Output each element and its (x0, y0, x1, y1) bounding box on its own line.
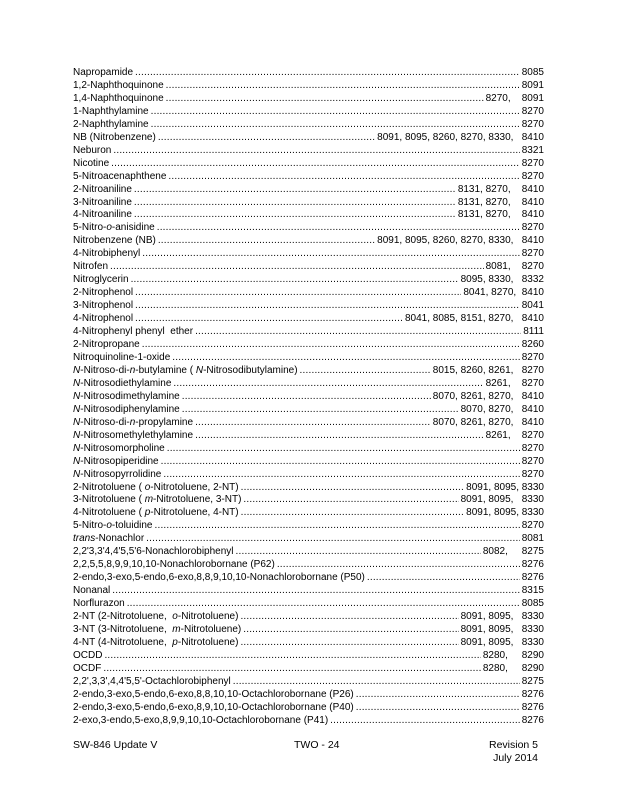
entry-methods: 8091, 8095, 8260, 8270, 8330, 8410 (377, 235, 544, 247)
entry-name (73, 650, 102, 663)
dot-leader (104, 650, 480, 663)
entry-methods: 8270 (521, 222, 544, 234)
dot-leader (135, 287, 461, 300)
entry-name-part: 1,2-Naphthoquinone (73, 79, 164, 91)
entry-name (73, 352, 170, 365)
entry-name (73, 624, 241, 637)
index-entry (73, 209, 544, 222)
entry-methods: 8085 (521, 67, 544, 78)
entry-name (73, 339, 140, 352)
index-entry (73, 533, 544, 546)
dot-leader (300, 365, 431, 378)
dot-leader (195, 430, 484, 443)
entry-name-italic-part: N (73, 416, 81, 428)
dot-leader (131, 274, 459, 287)
entry-methods: 8131, 8270, 8410 (457, 209, 544, 221)
entry-name-part: 2-Nitropropane (73, 339, 140, 351)
index-entry (73, 313, 544, 326)
dot-leader (161, 456, 520, 469)
index-entry (73, 235, 544, 248)
dot-leader (241, 507, 465, 520)
entry-methods: 8270 (521, 442, 544, 454)
entry-methods: 8270 (521, 170, 544, 182)
entry-name (73, 93, 164, 106)
entry-name-part: 2,2',3,3',4,4'5,5'-Octachlorobiphenyl (73, 675, 231, 687)
dot-leader (103, 663, 480, 676)
entry-methods: 8091, 8095, 8330 (460, 623, 544, 635)
index-entry (73, 67, 544, 80)
index-entry (73, 184, 544, 197)
entry-name-part: Nitroquinoline-1-oxide (73, 351, 171, 363)
dot-leader (243, 624, 458, 637)
entry-name-part: -toluidine (111, 520, 153, 532)
entry-name-part: OCDD (73, 649, 103, 661)
index-entry (73, 197, 544, 210)
index-entry (73, 404, 544, 417)
footer-document-id: SW-846 Update V (73, 739, 158, 751)
entry-methods: 8041, 8085, 8151, 8270, 8410 (404, 313, 544, 325)
entry-name (73, 430, 193, 443)
entry-name-part: 4-Nitroaniline (73, 209, 132, 221)
entry-name-part: 2-Nitroaniline (73, 183, 132, 195)
dot-leader (127, 598, 520, 611)
entry-name (73, 546, 234, 559)
entry-name-part: -Nitrosopyrrolidine (80, 468, 162, 480)
index-entry (73, 417, 544, 430)
entry-name-part: 4-Nitrobiphenyl (73, 248, 141, 260)
entry-name-italic-part: N (73, 390, 81, 402)
entry-name (73, 663, 101, 676)
entry-methods: 8270 (521, 468, 544, 480)
entry-name-part: -propylamine (135, 416, 194, 428)
entry-name (73, 391, 180, 404)
entry-name-italic-part: trans (73, 533, 96, 545)
entry-name-part: 5-Nitroacenaphthene (73, 170, 167, 182)
entry-methods: 8270 (521, 455, 544, 467)
entry-name (73, 209, 132, 222)
entry-name-part: 3-NT (3-Nitrotoluene, (73, 623, 173, 635)
entry-name-part: 2-Nitrotoluene ( (73, 481, 145, 493)
entry-methods: 8131, 8270, 8410 (457, 196, 544, 208)
index-entry (73, 93, 544, 106)
entry-name-italic-part: o (106, 520, 112, 532)
dot-leader (233, 676, 520, 689)
index-entry (73, 391, 544, 404)
index-entry (73, 456, 544, 469)
entry-name-part: 4-Nitrotoluene ( (73, 507, 145, 519)
index-entry (73, 520, 544, 533)
entry-name (73, 533, 144, 546)
entry-name-part: -Nitrosodimethylamine (80, 390, 180, 402)
entry-name (73, 119, 149, 132)
entry-name (73, 248, 140, 261)
index-entry (73, 248, 544, 261)
entry-name (73, 637, 238, 650)
dot-leader (173, 378, 483, 391)
index-entry (73, 132, 544, 145)
entry-name (73, 261, 108, 274)
entry-name-italic-part: n (129, 416, 136, 428)
entry-name-part: 3-Nitrotoluene ( (73, 494, 145, 506)
index-entry (73, 676, 544, 689)
entry-methods: 8070, 8261, 8270, 8410 (432, 390, 544, 402)
entry-name-part: OCDF (73, 662, 102, 674)
entry-methods: 8261, 8270 (485, 377, 544, 389)
index-entry (73, 650, 544, 663)
index-entry (73, 287, 544, 300)
entry-name-part: 2-Nitrophenol (73, 287, 134, 299)
entry-name-part: 5-Nitro- (73, 222, 107, 234)
dot-leader (172, 352, 519, 365)
entry-name (73, 611, 238, 624)
entry-methods: 8270 (521, 351, 544, 363)
entry-name (73, 689, 354, 702)
entry-methods: 8091, 8095, 8260, 8270, 8330, 8410 (377, 131, 544, 143)
dot-leader (367, 572, 520, 585)
entry-name-italic-part: N (73, 364, 81, 376)
index-entry (73, 715, 544, 728)
index-entry (73, 222, 544, 235)
dot-leader (182, 391, 431, 404)
entry-name-italic-part: o (106, 222, 112, 234)
dot-leader (110, 261, 484, 274)
entry-name-italic-part: N (73, 429, 81, 441)
entry-methods: 8270 (521, 118, 544, 130)
entry-name-part: 4-Nitrophenyl phenyl ether (73, 326, 194, 338)
entry-name (73, 417, 193, 430)
entry-name-italic-part: N (73, 468, 81, 480)
dot-leader (240, 637, 458, 650)
entry-methods: 8041, 8270, 8410 (463, 287, 544, 299)
entry-name (73, 222, 155, 235)
entry-name-italic-part: N (73, 377, 81, 389)
entry-name-italic-part: p (172, 636, 178, 648)
index-entry (73, 559, 544, 572)
entry-name-part: 2-NT (2-Nitrotoluene, (73, 611, 173, 623)
index-entry (73, 339, 544, 352)
dot-leader (146, 533, 520, 546)
entry-name-part: -Nitrosodiphenylamine (80, 403, 180, 415)
entry-methods: 8095, 8330, 8332 (460, 274, 544, 286)
dot-leader (113, 145, 519, 158)
footer-revision (489, 739, 538, 764)
entry-methods: 8270 (521, 520, 544, 532)
entry-name (73, 469, 161, 482)
entry-name-italic-part: m (144, 494, 154, 506)
entry-name-part: -anisidine (111, 222, 155, 234)
entry-name-part: -Nitrotoluene, 4-NT) (150, 507, 239, 519)
entry-methods: 8091, 8095, 8330 (460, 636, 544, 648)
entry-name (73, 313, 133, 326)
entry-methods: 8280, 8290 (482, 662, 544, 674)
dot-leader (356, 689, 520, 702)
entry-name-part: 2-endo,3-exo,5-endo,6-exo,8,8,9,10,10-Nonachlorobornane (P50) (73, 572, 365, 584)
index-entries (73, 67, 544, 728)
index-entry (73, 145, 544, 158)
footer-date: July 2014 (493, 751, 539, 764)
index-entry (73, 443, 544, 456)
index-entry (73, 598, 544, 611)
entry-name (73, 676, 231, 689)
entry-methods: 8081 (521, 533, 544, 545)
entry-name (73, 80, 164, 93)
entry-name-part: -Nitroso-di- (80, 416, 130, 428)
entry-name-part: -butylamine ( (135, 364, 196, 376)
dot-leader (277, 559, 520, 572)
dot-leader (134, 197, 456, 210)
entry-name (73, 482, 239, 495)
index-entry (73, 702, 544, 715)
dot-leader (243, 494, 458, 507)
entry-methods: 8041 (521, 300, 544, 312)
entry-name-part: -Nitrotoluene) (177, 636, 239, 648)
dot-leader (195, 417, 431, 430)
entry-methods: 8276 (521, 572, 544, 584)
entry-name-italic-part: n (129, 364, 136, 376)
index-entry (73, 689, 544, 702)
dot-leader (166, 93, 484, 106)
index-entry (73, 80, 544, 93)
entry-methods: 8270, 8091 (485, 92, 544, 104)
entry-methods: 8015, 8260, 8261, 8270 (432, 364, 544, 376)
entry-name-part: 3-Nitroaniline (73, 196, 132, 208)
dot-leader (112, 585, 519, 598)
entry-methods: 8091, 8095, 8330 (460, 611, 544, 623)
entry-name-italic-part: N (73, 455, 81, 467)
dot-leader (330, 715, 520, 728)
entry-name-part: -Nitrotoluene, 3-NT) (153, 494, 242, 506)
entry-name (73, 443, 165, 456)
dot-leader (168, 171, 519, 184)
entry-methods: 8085 (521, 598, 544, 610)
entry-name (73, 702, 354, 715)
entry-name-part: 2-Naphthylamine (73, 118, 149, 130)
index-entry (73, 171, 544, 184)
entry-name-part: Nitrobenzene (NB) (73, 235, 156, 247)
entry-name-italic-part: m (172, 623, 181, 635)
entry-name-part: 2-exo,3-endo,5-exo,8,9,9,10,10-Octachlorobornane (P41) (73, 714, 329, 726)
entry-name (73, 274, 129, 287)
entry-name-part: -Nonachlor (95, 533, 145, 545)
entry-name-part: -Nitrosopiperidine (80, 455, 159, 467)
entry-name (73, 378, 171, 391)
entry-methods: 8111 (523, 326, 544, 338)
entry-name (73, 132, 156, 145)
entry-name (73, 456, 159, 469)
entry-methods: 8270 (521, 248, 544, 260)
entry-name (73, 197, 132, 210)
entry-name (73, 520, 153, 533)
entry-name (73, 326, 193, 339)
index-entry (73, 507, 544, 520)
entry-name-part: -Nitrotoluene) (177, 611, 239, 623)
index-entry (73, 469, 544, 482)
entry-name-part: Nonanal (73, 585, 111, 597)
entry-name (73, 559, 275, 572)
index-entry (73, 494, 544, 507)
dot-leader (157, 222, 520, 235)
entry-name (73, 106, 149, 119)
entry-methods: 8321 (521, 144, 544, 156)
dot-leader (240, 611, 458, 624)
entry-name-part: 4-Nitrophenol (73, 313, 134, 325)
entry-methods: 8131, 8270, 8410 (457, 183, 544, 195)
entry-name-part: 2-endo,3-exo,5-endo,6-exo,8,9,10,10-Octachlorobornane (P40) (73, 701, 354, 713)
dot-leader (166, 80, 520, 93)
entry-name-part: Norflurazon (73, 598, 125, 610)
index-entry (73, 326, 544, 339)
dot-leader (155, 520, 520, 533)
entry-methods: 8276 (521, 701, 544, 713)
entry-methods: 8276 (521, 714, 544, 726)
dot-leader (135, 313, 403, 326)
dot-leader (163, 469, 519, 482)
entry-methods: 8270 (521, 157, 544, 169)
entry-name (73, 300, 133, 313)
dot-leader (167, 443, 520, 456)
index-entry (73, 572, 544, 585)
entry-name-italic-part: N (73, 403, 81, 415)
index-entry (73, 352, 544, 365)
entry-name-part: 2,2'3,3'4,4'5,5'6-Nonachlorobiphenyl (73, 546, 234, 558)
entry-name-part: Napropamide (73, 67, 134, 78)
index-entry (73, 106, 544, 119)
index-entry (73, 585, 544, 598)
entry-name-part: 3-Nitrophenol (73, 300, 134, 312)
dot-leader (135, 67, 520, 80)
entry-methods: 8091, 8095, 8330 (460, 494, 544, 506)
entry-name (73, 598, 125, 611)
index-entry (73, 611, 544, 624)
entry-methods: 8261, 8270 (485, 429, 544, 441)
entry-methods: 8315 (521, 585, 544, 597)
entry-name (73, 171, 166, 184)
entry-methods: 8082, 8275 (482, 546, 544, 558)
entry-methods: 8091 (521, 79, 544, 91)
index-entry (73, 430, 544, 443)
dot-leader (135, 300, 520, 313)
dot-leader (142, 248, 519, 261)
dot-leader (236, 546, 481, 559)
entry-methods: 8070, 8270, 8410 (460, 403, 544, 415)
entry-name-part: -Nitrotoluene) (180, 623, 242, 635)
index-entry (73, 261, 544, 274)
dot-leader (356, 702, 520, 715)
entry-name-part: -Nitroso-di- (80, 364, 130, 376)
entry-methods: 8275 (521, 675, 544, 687)
entry-name-part: 5-Nitro- (73, 520, 107, 532)
dot-leader (241, 482, 465, 495)
dot-leader (182, 404, 459, 417)
entry-name-part: Neburon (73, 144, 112, 156)
entry-methods: 8280, 8290 (482, 649, 544, 661)
entry-name-part: 1,4-Naphthoquinone (73, 92, 164, 104)
entry-name-italic-part: o (172, 611, 178, 623)
entry-name-part: 2-endo,3-exo,5-endo,6-exo,8,8,10,10-Octachlorobornane (P26) (73, 688, 354, 700)
index-entry (73, 274, 544, 287)
entry-name (73, 145, 111, 158)
entry-name-part: 1-Naphthylamine (73, 105, 149, 117)
index-entry (73, 365, 544, 378)
entry-methods: 8276 (521, 688, 544, 700)
dot-leader (134, 209, 456, 222)
entry-name (73, 585, 110, 598)
entry-name-part: -Nitrosodiethylamine (80, 377, 172, 389)
entry-name (73, 67, 133, 80)
entry-name (73, 494, 241, 507)
index-entry (73, 637, 544, 650)
entry-methods: 8070, 8261, 8270, 8410 (432, 416, 544, 428)
index-entry (73, 546, 544, 559)
entry-name-part: Nicotine (73, 157, 110, 169)
entry-name (73, 184, 132, 197)
entry-name-italic-part: p (144, 507, 151, 519)
entry-name (73, 404, 180, 417)
entry-name-italic-part: N (73, 442, 81, 454)
entry-name-part: NB (Nitrobenzene) (73, 131, 156, 143)
dot-leader (142, 339, 520, 352)
index-entry (73, 482, 544, 495)
entry-name (73, 507, 239, 520)
entry-name-part: Nitrofen (73, 261, 109, 273)
dot-leader (151, 119, 520, 132)
entry-name (73, 235, 156, 248)
entry-methods: 8260 (521, 339, 544, 351)
entry-name-italic-part: N (195, 364, 204, 376)
entry-name (73, 365, 298, 378)
dot-leader (158, 235, 375, 248)
entry-name (73, 572, 365, 585)
index-entry (73, 663, 544, 676)
index-entry (73, 119, 544, 132)
dot-leader (195, 326, 521, 339)
entry-name-part: -Nitrotoluene, 2-NT) (150, 481, 239, 493)
footer-page-number: TWO - 24 (294, 739, 340, 751)
index-entry (73, 624, 544, 637)
entry-name-part: 2,2,5,5,8,9,9,10,10-Nonachlorobornane (P62) (73, 559, 275, 571)
index-entry (73, 378, 544, 391)
entry-name-part: -Nitrosomethylethylamine (80, 429, 194, 441)
entry-methods: 8091, 8095, 8330 (466, 507, 544, 519)
entry-name (73, 287, 133, 300)
entry-name-part: -Nitrosomorpholine (80, 442, 165, 454)
entry-methods: 8081, 8270 (485, 261, 544, 273)
entry-name-part: -Nitrosodibutylamine) (203, 364, 298, 376)
entry-methods: 8270 (521, 105, 544, 117)
index-entry (73, 300, 544, 313)
entry-name (73, 158, 109, 171)
entry-name-part: 4-NT (4-Nitrotoluene, (73, 636, 173, 648)
footer-revision-label: Revision 5 (489, 739, 539, 751)
entry-name-italic-part: o (144, 481, 151, 493)
entry-name-part: Nitroglycerin (73, 274, 129, 286)
dot-leader (158, 132, 375, 145)
index-entry (73, 158, 544, 171)
dot-leader (134, 184, 456, 197)
entry-name (73, 715, 328, 728)
entry-methods: 8276 (521, 559, 544, 571)
dot-leader (151, 106, 520, 119)
entry-methods: 8091, 8095, 8330 (466, 481, 544, 493)
dot-leader (111, 158, 520, 171)
